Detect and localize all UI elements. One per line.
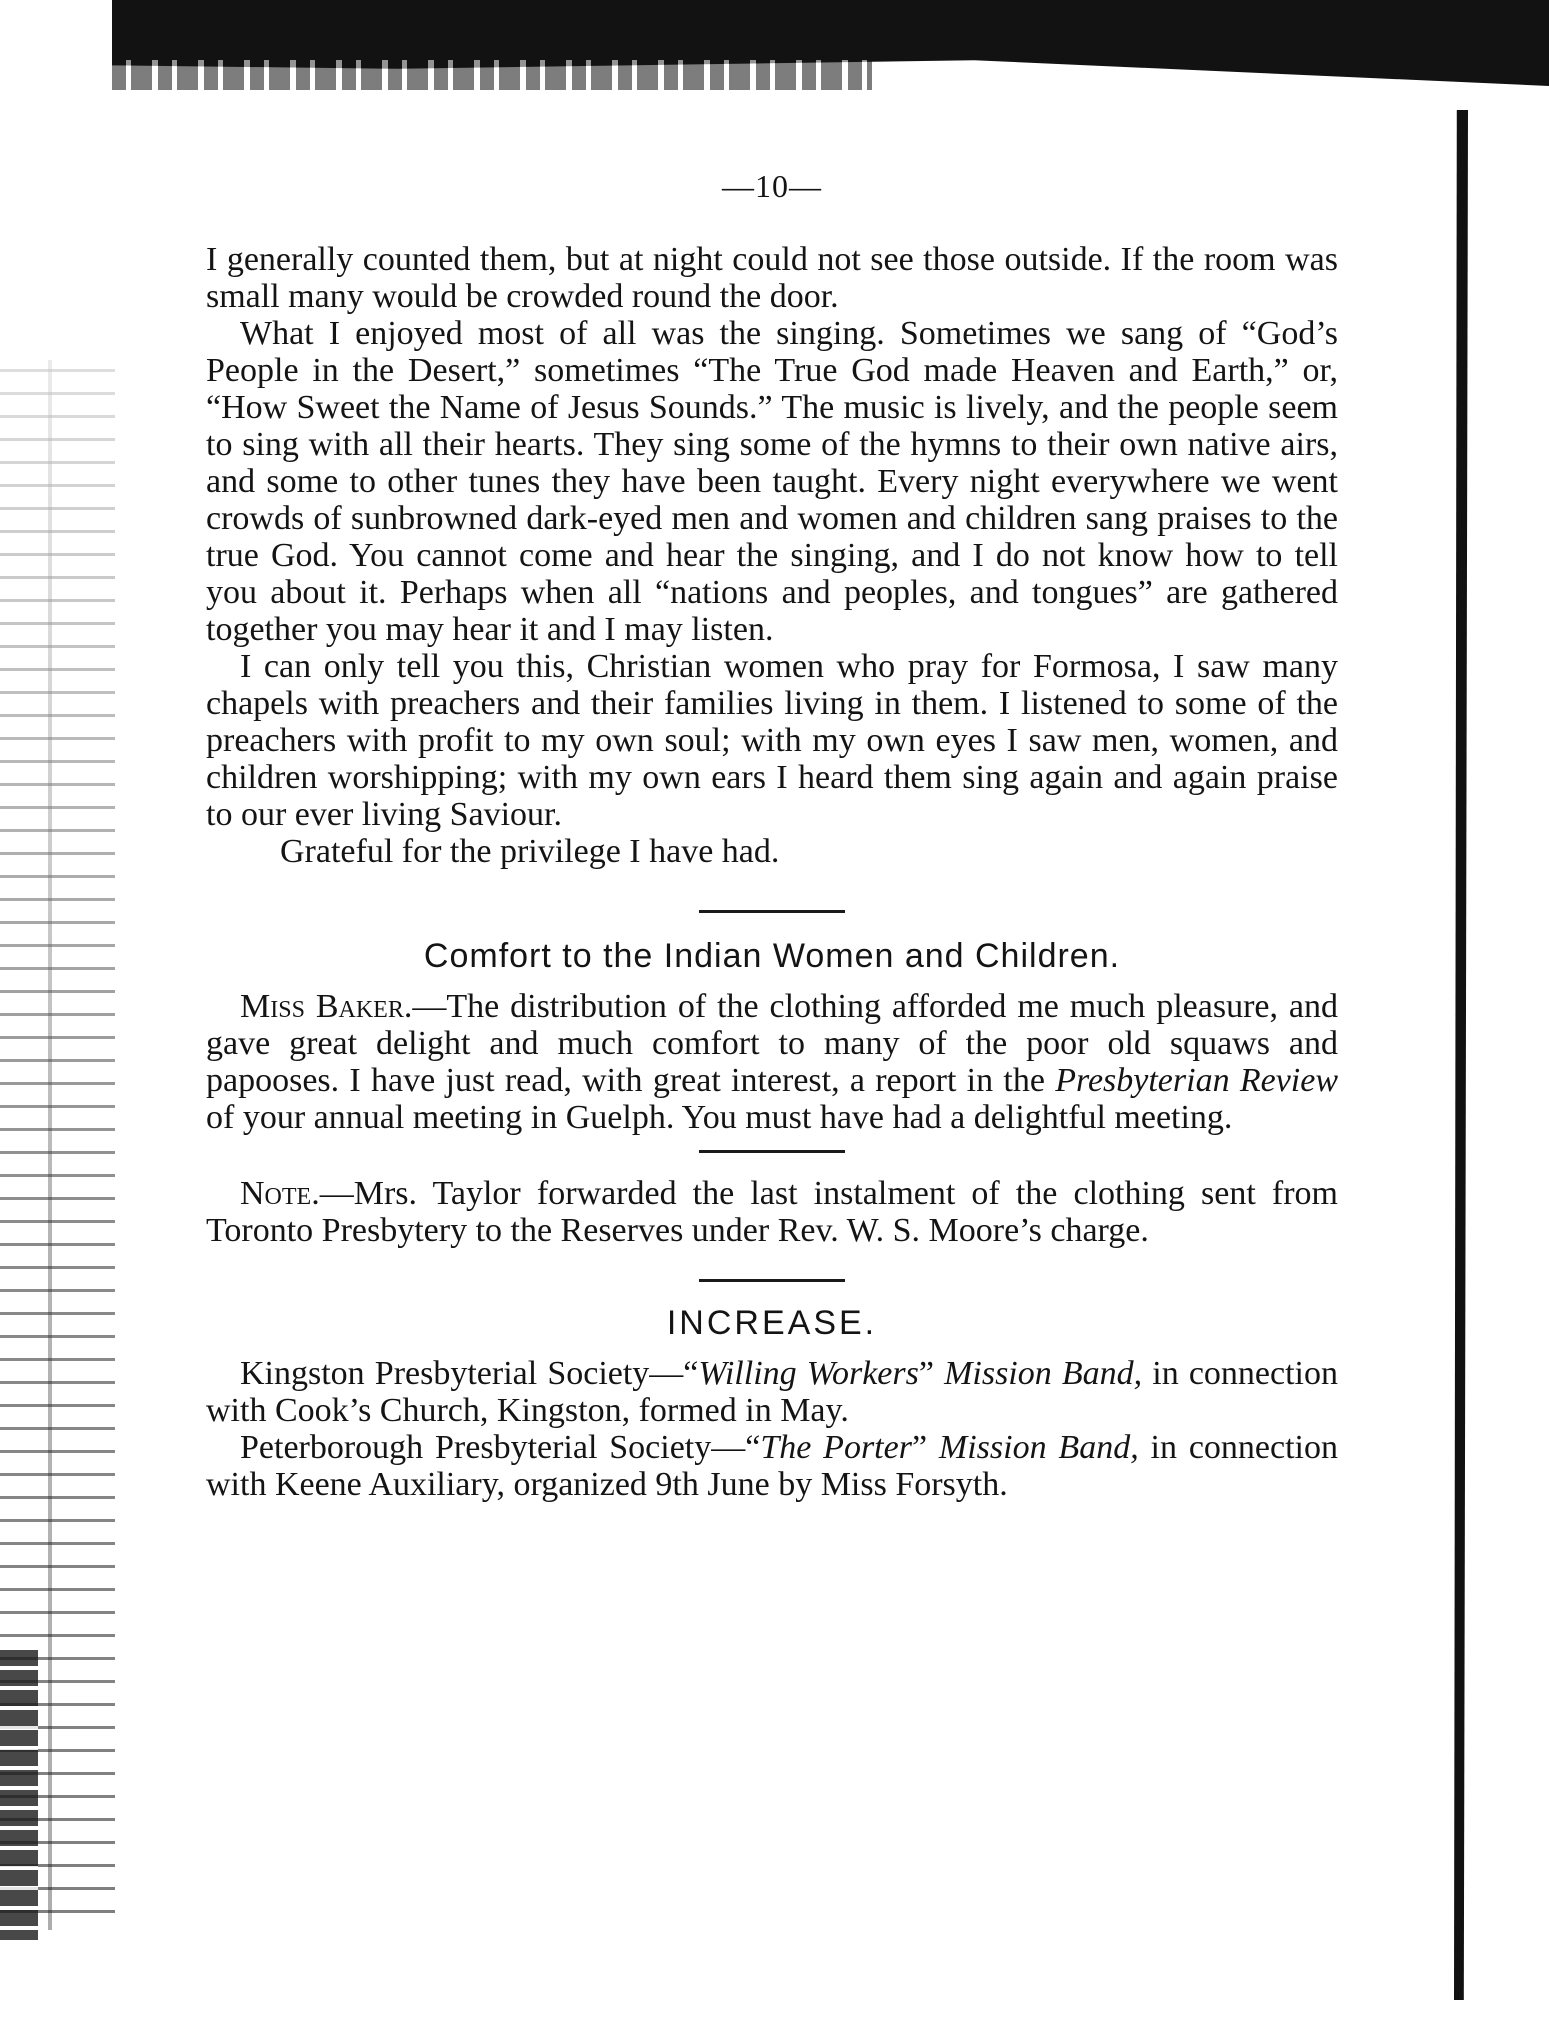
kingston-entry (206, 1355, 1338, 1429)
letter-section (206, 241, 1338, 870)
kingston-band-label: Mission Band, (944, 1355, 1143, 1392)
peterborough-quote-close: ” (911, 1429, 939, 1466)
note-label: Note. (240, 1175, 320, 1212)
peterborough-society: Peterborough Presbyterial Society—“ (240, 1429, 761, 1466)
section-divider (699, 910, 845, 913)
periodical-title: Presbyterian Review (1055, 1062, 1338, 1099)
increase-heading: INCREASE. (666, 1304, 878, 1342)
baker-text-start: —The distribution of the clothing afforded me much pleasure, and gave great delight and much comfort to many of the poor old squaws and papooses. I have just read, with great interest, a report in the (206, 988, 1339, 1099)
increase-section (206, 1304, 1338, 1503)
document-page (206, 168, 1338, 1503)
comfort-heading: Comfort to the Indian Women and Children. (423, 937, 1121, 975)
baker-text-end: of your annual meeting in Guelph. You must have had a delightful meeting. (206, 1099, 1233, 1136)
kingston-quote-close: ” (918, 1355, 945, 1392)
kingston-band-name: Willing Workers (698, 1355, 919, 1392)
peterborough-band-name: The Porter (760, 1429, 912, 1466)
baker-name: Miss Baker. (240, 988, 413, 1025)
letter-closing: Grateful for the privilege I have had. (280, 833, 780, 870)
comfort-section (206, 937, 1338, 1249)
section-divider (699, 1150, 845, 1153)
peterborough-band-label: Mission Band, (938, 1429, 1139, 1466)
peterborough-details: in connection with Keene Auxiliary, organized 9th June by Miss Forsyth. (206, 1429, 1338, 1503)
scan-dark-block-left (0, 1650, 38, 1940)
section-divider (699, 1279, 845, 1282)
letter-paragraph-2: What I enjoyed most of all was the singing. Sometimes we sang of “God’s People in the Desert,” sometimes “The True God made Heaven and Earth,” or, “How Sweet the Name of Jesus Sounds.” The music is lively, and the people seem to sing with all their hearts. They sing some of the hymns to their own native airs, and some to other tunes they have been taught. Every night everywhere we went crowds of sunbrowned dark-eyed men and women and children sang praises to the true God. You cannot come and hear the singing, and I do not know how to tell you about it. Perhaps when all “nations and peoples, and tongues” are gathered together you may hear it and I may listen. (206, 315, 1338, 648)
letter-paragraph-3: I can only tell you this, Christian women who pray for Formosa, I saw many chapels with preachers and their families living in them. I listened to some of the preachers with profit to my own soul; with my own eyes I saw men, women, and children worshipping; with my own ears I heard them sing again and again praise to our ever living Saviour. (206, 648, 1338, 833)
scan-speckle-top (112, 60, 872, 90)
kingston-society: Kingston Presbyterial Society—“ (240, 1355, 699, 1392)
scan-dark-border-right (1454, 110, 1468, 2000)
kingston-details: in connection with Cook’s Church, Kingston, formed in May. (206, 1355, 1338, 1429)
note-paragraph (206, 1175, 1338, 1249)
letter-paragraph-1: I generally counted them, but at night could not see those outside. If the room was small many would be crowded round the door. (206, 241, 1338, 315)
peterborough-entry (206, 1429, 1338, 1503)
page-number: —10— (722, 168, 822, 204)
note-text: —Mrs. Taylor forwarded the last instalment of the clothing sent from Toronto Presbytery to the Reserves under Rev. W. S. Moore’s charge. (206, 1175, 1338, 1249)
baker-paragraph (206, 988, 1338, 1136)
